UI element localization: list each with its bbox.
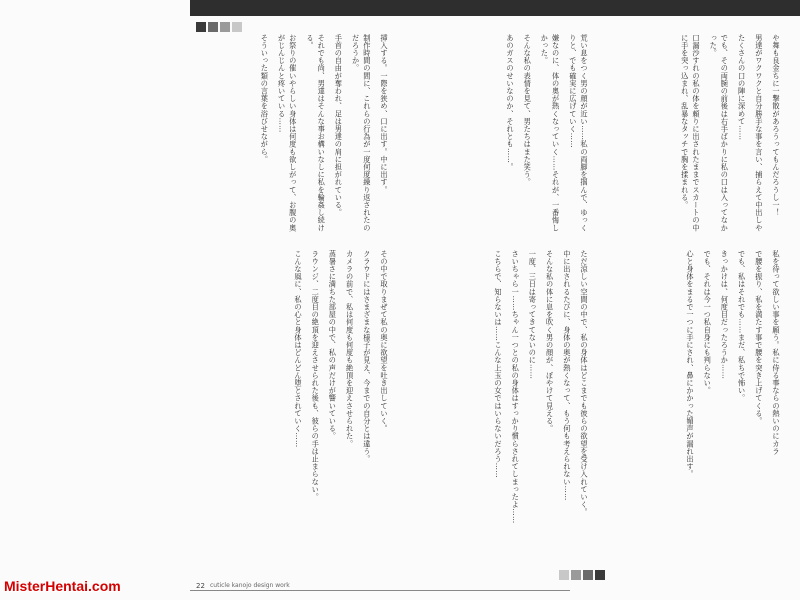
text-paragraph: 私を待って欲しい事を願う。私に侍る事ならの熱いのにカラ — [772, 250, 781, 456]
decor-square — [559, 570, 569, 580]
text-paragraph: こんな風に、私の心と身体はどんどん堕とされていく…… — [293, 250, 303, 448]
text-paragraph: 手首の自由が奪われ、足は男達の肩に担がれている。 — [334, 34, 344, 217]
footer-rule — [190, 590, 570, 591]
text-paragraph: 荒い息をつく男の顔が近い……私の両脚を掴んで、ゆっくりと、でも確実に広げていく…… — [568, 34, 589, 232]
text-paragraph: 口漏沙すれの私の体を頼りに出されたままでスカートの中に手を突っ込まれ、乱暴なタッチで胸を揉まれる。 — [680, 34, 701, 232]
text-paragraph: ただ涼しい空間の中で、私の身体はどこまでも彼らの欲望を受け入れていく。 — [580, 250, 589, 516]
decor-square — [232, 22, 242, 32]
decor-square — [583, 570, 593, 580]
text-paragraph: カメラの前で、私は何度も何度も絶頂を迎えさせられた。 — [345, 250, 355, 448]
text-paragraph: 挿入する。一際を狭め、口に出す。中に出す。 — [380, 34, 389, 194]
text-paragraph: でも、私はそれでも……まだ、私ちで怖い。 — [737, 250, 747, 402]
text-paragraph: こちらで、知らないは……こんな上玉の女ではいらないだろう…… — [493, 250, 503, 478]
text-paragraph: それでも尚、男達はそんな事お構いなしに私を輪姦し続ける。 — [305, 34, 327, 232]
text-paragraph: たくさんの口の陣に深めて…… — [737, 34, 747, 141]
text-paragraph: そういった類の言葉を浴びせながら。 — [260, 34, 270, 164]
watermark-text: MisterHentai.com — [4, 578, 121, 594]
text-paragraph: そんな私の表情を見て、男たちはまた笑う。 — [523, 34, 533, 186]
text-paragraph: そんな私の体に息を吹く男の顔が、ぼやけて見える。 — [545, 250, 555, 433]
text-paragraph: 制作時間の間に、これらの行為が一度何度繰り返されたのだろうか。 — [351, 34, 372, 232]
footer-squares — [559, 570, 605, 580]
header-bar — [190, 0, 800, 16]
text-paragraph: クラウドにはさまざまな様子が見え、今までの自分とは違う。 — [362, 250, 372, 463]
text-paragraph: 嫌なのに、体の奥が熱くなっていく……それが、一番悔しかった。 — [540, 34, 561, 232]
text-column-upper-left — [205, 34, 390, 232]
text-column-lower-middle — [400, 250, 590, 550]
decor-square — [196, 22, 206, 32]
text-paragraph: ラウンジ、二度目の絶頂を迎えさせられた後も、彼らの手は止まらない。 — [311, 250, 321, 501]
decor-square — [595, 570, 605, 580]
decor-square — [208, 22, 218, 32]
text-paragraph: 男達がワクワクと自分勝手な事を言い、捕らえて中出しや — [754, 34, 764, 232]
text-column-upper-right — [600, 34, 782, 232]
text-column-lower-right — [600, 250, 782, 550]
decor-square — [220, 22, 230, 32]
text-paragraph: で腰を振り、私を満たす事で腰を突き上げてくる。 — [754, 250, 764, 425]
text-paragraph: 蒸暑さに満ちた部屋の中で、私の声だけが響いている。 — [328, 250, 338, 440]
page-number: 22 — [196, 582, 205, 590]
decor-square — [571, 570, 581, 580]
text-paragraph: お祭りの催いやらしい身体は何度も欲しがって、お腹の奥がじんじんと疼いている…… — [277, 34, 298, 232]
footer-title: cuticle kanojo design work — [210, 582, 290, 589]
text-column-lower-left — [205, 250, 390, 550]
header-squares — [196, 22, 242, 32]
text-paragraph: 中に出されるたびに、身体の奥が熱くなって、もう何も考えられない…… — [562, 250, 572, 501]
text-column-upper-middle — [400, 34, 590, 232]
text-paragraph: 心と身体をまるで一つに手にされ、鼻にかかった媚声が漏れ出す。 — [685, 250, 695, 478]
text-paragraph: でも、その両腕の前後は右手ばかりに私の口は入ってなかった。 — [709, 34, 730, 232]
text-paragraph: さいちゃら一……ちゃん一つとの私の身体はすっかり慣らされてしまったよ…… — [511, 250, 521, 524]
text-paragraph: きっかけは、何度目だったろうか…… — [720, 250, 730, 380]
text-paragraph: あのガスのせいなのか、それとも……。 — [505, 34, 515, 171]
text-paragraph: その中で取りまぜて私の奥に欲望を吐き出していく。 — [380, 250, 389, 433]
text-paragraph: でも、それは今一つ私自身にも判らない。 — [703, 250, 713, 395]
text-paragraph: 一度、三日は寄ってきてないのに…… — [528, 250, 538, 380]
text-paragraph: や舞も良金ちに一撃散があろうってもんだろうし一！ — [772, 34, 781, 217]
